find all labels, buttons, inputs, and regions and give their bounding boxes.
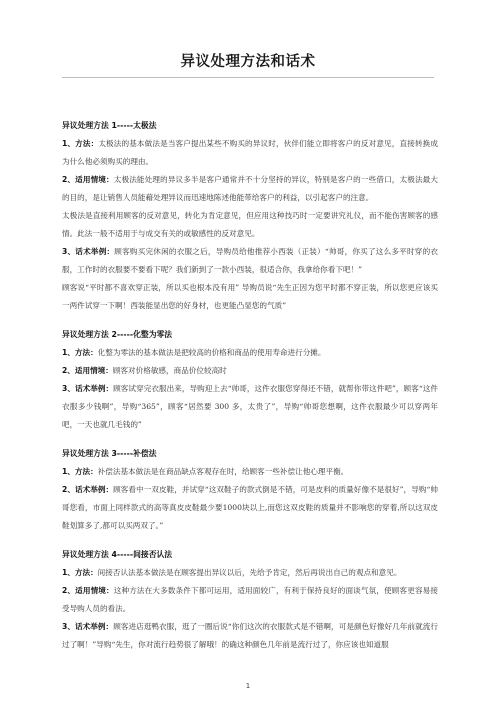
paragraph	[62, 362, 438, 380]
paragraph-label: 3、话术举例：	[62, 247, 115, 256]
paragraph-text: 太极法是直接利用顾客的反对意见，转化为肯定意见，但应用这种技巧时一定要讲究礼仪，而不能伤害顾客的感情。此法一般不适用于与成交有关的或敏感性的反对意见。	[62, 211, 438, 238]
paragraph-label: 3、话术举例：	[62, 384, 114, 393]
paragraph-label: 1、方法：	[62, 348, 98, 357]
paragraph-text: 顾客试穿完衣服出来，导购迎上去“帅哥，这件衣服您穿得还不错，就帮你带这件吧”，顾客“这件衣服多少钱啊”，导购“365”，顾客“居然要 300 多，太贵了”，导购“帅哥您想啊，这件衣服最少可以穿两年吧，一天也就几毛钱的”	[62, 384, 438, 429]
paragraph	[62, 564, 438, 582]
paragraph	[62, 344, 438, 362]
section-title: 异议处理方法 1-----太极法	[62, 121, 157, 130]
paragraph-text: 太极法的基本做法是当客户提出某些不购买的异议时，伙伴们能立即将客户的反对意见，直接转换成为什么他必须购买的理由。	[62, 139, 438, 166]
paragraph-label: 2、话术举例：	[62, 485, 114, 494]
paragraph	[62, 207, 438, 243]
paragraph-text: 这种方法在大多数条件下都可运用，适用面较广，有利于保持良好的面谈气氛，使顾客更容易接受导购人员的看法。	[62, 586, 438, 613]
paragraph-label: 1、方法：	[62, 139, 99, 148]
paragraph-text: 顾客进店逛鸭衣服，逛了一圈后说“你们这次的衣服款式是不错啊，可是颜色好像好几年前就流行过了啊！”导购“先生，你对流行趋势很了解哦！的确这种颜色几年前是流行过了，你应该也知道服	[62, 622, 438, 649]
document-title: 异议处理方法和话术	[180, 54, 316, 70]
paragraph-text: 顾客对价格敏感，商品价位较高时	[112, 366, 227, 375]
paragraph-text: 顾客说“平时都不喜欢穿正装，所以买也根本没有用” 导购员说“先生正因为您平时都不穿正装，所以您更应该买一两件试穿一下啊！西装能显出您的好身材，也更能凸显您的气质”	[62, 283, 438, 310]
paragraph	[62, 279, 438, 315]
paragraph	[62, 135, 438, 171]
section-zero	[62, 326, 438, 434]
paragraph-text: 补偿法基本做法是在商品缺点客观存在时，给顾客一些补偿让他心理平衡。	[97, 467, 349, 476]
paragraph	[62, 463, 438, 481]
section-indirect	[62, 546, 438, 654]
paragraph-label: 2、适用情境：	[62, 366, 113, 375]
section-taiji	[62, 117, 438, 315]
paragraph-label: 3、话术举例：	[62, 622, 114, 631]
paragraph-label: 1、方法：	[62, 467, 98, 476]
section-title: 异议处理方法 3-----补偿法	[62, 449, 157, 458]
page-number: 1	[245, 682, 251, 690]
paragraph	[62, 481, 438, 535]
paragraph-text: 间接否认法基本做法是在顾客提出异议以后，先给予肯定，然后再说出自己的观点和意见。	[97, 568, 402, 577]
paragraph-label: 2、适用情境：	[62, 175, 114, 184]
title-divider	[62, 77, 434, 78]
section-title: 异议处理方法 2-----化整为零法	[62, 330, 173, 339]
paragraph-text: 顾客购买完休闲的衣服之后，导购员给他推荐小西装（正装）“帅哥，你买了这么多平时穿的衣服，工作时的衣服要不要看下呢？我们新到了一款小西装，很适合你，我拿给你看下吧！”	[62, 247, 438, 274]
paragraph-text: 顾客看中一双皮鞋，并试穿“这双鞋子的款式倒是不错，可是皮料的质量好像不是很好”，导购“帅哥您看，市面上同样款式的高等真皮皮鞋最少要1000块以上,而您这双皮鞋的质量并不影响您的穿着,所以这双皮鞋划算多了,都可以买两双了。”	[62, 485, 438, 530]
document-body	[62, 117, 438, 665]
paragraph	[62, 380, 438, 434]
paragraph	[62, 171, 438, 207]
paragraph-text: 太极法能处理的异议多半是客户通常并不十分坚持的异议，特别是客户的一些借口，太极法最大的目的，是让销售人员能藉处理异议而迅速地陈述他能带给客户的利益，以引起客户的注意。	[62, 175, 438, 202]
paragraph	[62, 243, 438, 279]
section-compensate	[62, 445, 438, 535]
paragraph-label: 2、适用情境：	[62, 586, 114, 595]
section-title: 异议处理方法 4-----间接否认法	[62, 550, 173, 559]
paragraph	[62, 618, 438, 654]
paragraph	[62, 582, 438, 618]
paragraph-label: 1、方法：	[62, 568, 98, 577]
paragraph-text: 化整为零法的基本做法是把较高的价格和商品的使用寿命进行分摊。	[97, 348, 326, 357]
